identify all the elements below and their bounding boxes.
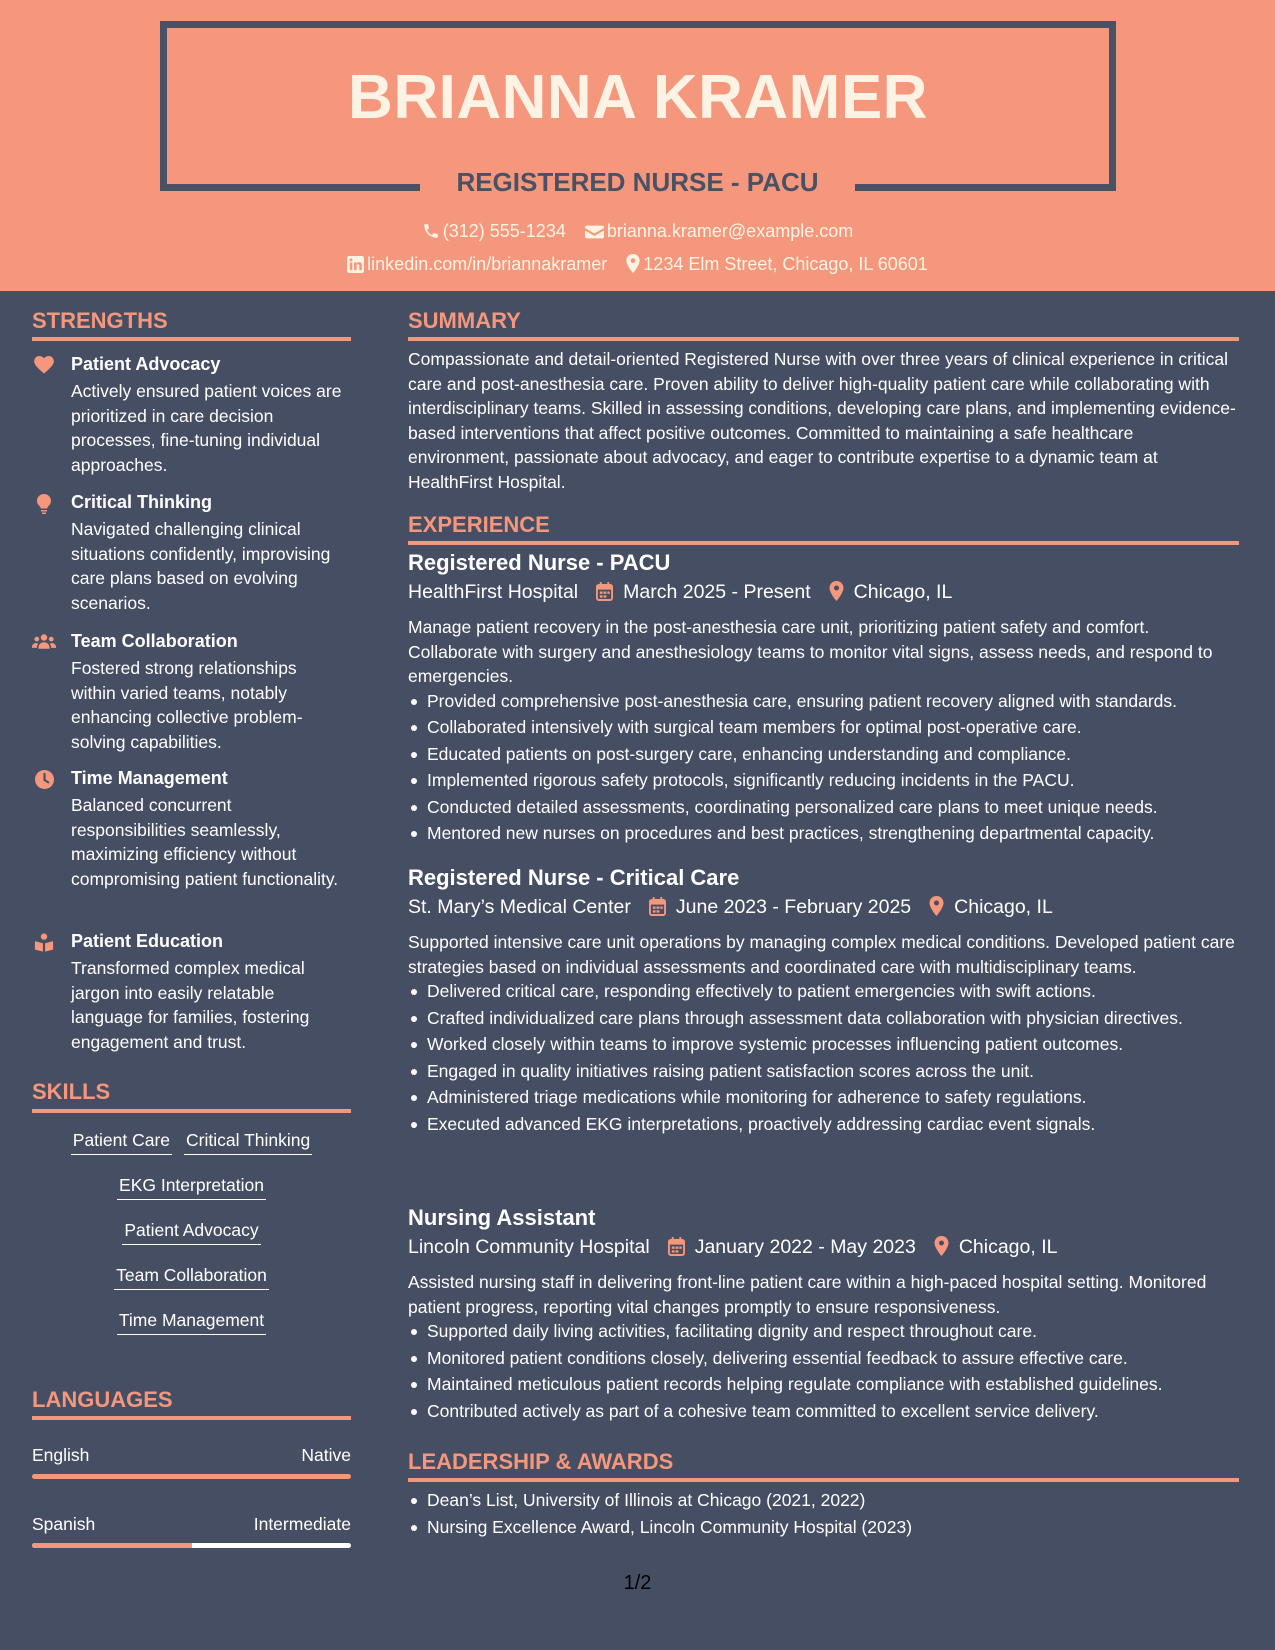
envelope-icon xyxy=(585,224,604,240)
strength-desc: Transformed complex medical jargon into easily relatable language for families, fostering engagement and trust. xyxy=(71,958,310,1052)
job-meta xyxy=(408,896,1240,930)
job-entry xyxy=(408,550,1240,846)
strength-desc: Fostered strong relationships within varied teams, notably enhancing collective problem-solving capabilities. xyxy=(71,658,303,752)
experience-rule xyxy=(408,541,1239,545)
job-bullet: Crafted individualized care plans through assessment data collaboration with physician directives. xyxy=(408,1006,1240,1031)
job-meta xyxy=(408,581,1240,615)
address-text: 1234 Elm Street, Chicago, IL 60601 xyxy=(643,253,928,274)
linkedin-text: linkedin.com/in/briannakramer xyxy=(367,253,608,274)
phone-text: (312) 555-1234 xyxy=(442,220,566,241)
linkedin-contact[interactable] xyxy=(347,254,607,275)
book-reader-icon xyxy=(32,933,56,953)
job-company: HealthFirst Hospital xyxy=(408,581,579,604)
job-bullet: Implemented rigorous safety protocols, significantly reducing incidents in the PACU. xyxy=(408,768,1240,793)
award-item: Nursing Excellence Award, Lincoln Community Hospital (2023) xyxy=(408,1515,1240,1540)
summary-heading: SUMMARY xyxy=(408,308,521,333)
skill-tag: Patient Care xyxy=(71,1130,172,1155)
strength-title: Time Management xyxy=(71,768,228,788)
job-role: Nursing Assistant xyxy=(408,1205,596,1230)
languages-heading: LANGUAGES xyxy=(32,1387,173,1412)
clock-icon xyxy=(32,770,56,790)
strength-title: Patient Education xyxy=(71,931,224,951)
job-meta xyxy=(408,1236,1240,1270)
job-bullet: Monitored patient conditions closely, delivering essential feedback to assure effective care. xyxy=(408,1346,1240,1371)
lightbulb-icon xyxy=(32,494,56,514)
job-location: Chicago, IL xyxy=(853,581,953,604)
job-entry xyxy=(408,1205,1240,1423)
job-location: Chicago, IL xyxy=(954,896,1053,919)
skill-tag: Team Collaboration xyxy=(114,1265,269,1290)
job-description: Manage patient recovery in the post-anesthesia care unit, prioritizing patient safety and comfort. Collaborate with surgery and anesthesiology teams to monitor vital signs, assess needs, and respond to emergencies. xyxy=(408,617,1213,686)
language-bar xyxy=(32,1543,351,1548)
language-name: Spanish xyxy=(32,1514,96,1534)
strength-title: Critical Thinking xyxy=(71,492,213,512)
job-bullet: Executed advanced EKG interpretations, proactively addressing cardiac event signals. xyxy=(408,1112,1240,1137)
job-bullet: Engaged in quality initiatives raising patient satisfaction scores across the unit. xyxy=(408,1059,1240,1084)
strengths-rule xyxy=(32,337,351,341)
contact-row-1 xyxy=(0,220,1275,242)
language-level: Native xyxy=(301,1445,351,1465)
job-location: Chicago, IL xyxy=(958,1236,1058,1259)
phone-icon xyxy=(422,222,440,240)
job-bullet: Collaborated intensively with surgical team members for optimal post-operative care. xyxy=(408,715,1240,740)
skills-rule xyxy=(32,1109,351,1113)
strength-desc: Balanced concurrent responsibilities seamlessly, maximizing efficiency without compromising patient functionality. xyxy=(71,795,339,889)
skill-tag: EKG Interpretation xyxy=(117,1175,266,1200)
languages-rule xyxy=(32,1416,351,1420)
map-pin-icon xyxy=(934,1236,949,1256)
job-bullet: Delivered critical care, responding effectively to patient emergencies with swift actions. xyxy=(408,979,1240,1004)
skills-row xyxy=(32,1220,351,1245)
calendar-icon xyxy=(668,1237,685,1256)
job-dates: March 2025 - Present xyxy=(623,581,811,604)
email-contact[interactable] xyxy=(585,221,853,242)
job-bullet: Maintained meticulous patient records helping regulate compliance with established guidelines. xyxy=(408,1372,1240,1397)
language-bar-fill xyxy=(32,1474,351,1479)
strength-desc: Navigated challenging clinical situations confidently, improvising care plans based on evolving scenarios. xyxy=(71,519,331,613)
users-icon xyxy=(32,633,56,653)
language-level: Intermediate xyxy=(253,1514,351,1534)
job-entry xyxy=(408,865,1240,1136)
job-bullet: Educated patients on post-surgery care, enhancing understanding and compliance. xyxy=(408,742,1240,767)
skills-row xyxy=(32,1175,351,1200)
experience-heading: EXPERIENCE xyxy=(408,512,550,537)
calendar-icon xyxy=(649,897,666,916)
skills-row xyxy=(32,1130,351,1155)
job-bullet: Conducted detailed assessments, coordinating personalized care plans to meet unique needs. xyxy=(408,795,1240,820)
phone-contact[interactable] xyxy=(422,221,566,242)
job-description: Supported intensive care unit operations by managing complex medical conditions. Developed patient care strategies based on individual assessments and coordinated care with multidisciplinary teams. xyxy=(408,932,1235,977)
job-dates: January 2022 - May 2023 xyxy=(694,1236,916,1259)
strengths-heading: STRENGTHS xyxy=(32,308,168,333)
language-bar xyxy=(32,1474,351,1479)
language-bar-fill xyxy=(32,1543,192,1548)
skills-row xyxy=(32,1310,351,1335)
map-pin-icon xyxy=(929,896,944,916)
candidate-title: REGISTERED NURSE - PACU xyxy=(456,167,819,197)
contact-row-2 xyxy=(0,253,1275,275)
skill-tag: Time Management xyxy=(117,1310,266,1335)
strength-title: Patient Advocacy xyxy=(71,354,221,374)
leadership-list xyxy=(408,1488,1240,1539)
summary-rule xyxy=(408,337,1239,341)
leadership-heading: LEADERSHIP & AWARDS xyxy=(408,1449,674,1474)
email-text: brianna.kramer@example.com xyxy=(606,220,854,241)
job-bullet: Administered triage medications while monitoring for adherence to safety regulations. xyxy=(408,1085,1240,1110)
map-pin-icon xyxy=(829,581,844,601)
job-description: Assisted nursing staff in delivering front-line patient care within a high-paced hospital setting. Monitored patient progress, reporting vital changes promptly to ensure responsiveness. xyxy=(408,1272,1207,1317)
job-company: St. Mary’s Medical Center xyxy=(408,896,631,919)
job-bullet: Contributed actively as part of a cohesive team committed to excellent service delivery. xyxy=(408,1399,1240,1424)
strength-title: Team Collaboration xyxy=(71,631,238,651)
job-bullet: Worked closely within teams to improve systemic processes influencing patient outcomes. xyxy=(408,1032,1240,1057)
summary-text: Compassionate and detail-oriented Registered Nurse with over three years of clinical experience in critical care and post-anesthesia care. Proven ability to deliver high-quality patient care while collaborating with interdisciplinary teams. Skilled in assessing conditions, developing care plans, and implementing evidence-based interventions that affect positive outcomes. Committed to maintaining a safe healthcare environment, passionate about advocacy, and eager to contribute expertise to a dynamic team at HealthFirst Hospital. xyxy=(408,349,1236,492)
job-role: Registered Nurse - PACU xyxy=(408,550,671,575)
skills-row xyxy=(32,1265,351,1290)
address-contact xyxy=(626,254,928,275)
job-dates: June 2023 - February 2025 xyxy=(675,896,912,919)
page-number: 1/2 xyxy=(623,1572,652,1594)
job-company: Lincoln Community Hospital xyxy=(408,1236,650,1259)
leadership-rule xyxy=(408,1478,1239,1482)
resume-header xyxy=(0,0,1275,291)
candidate-name: BRIANNA KRAMER xyxy=(348,63,928,132)
language-name: English xyxy=(32,1445,90,1465)
job-bullet: Mentored new nurses on procedures and best practices, strengthening departmental capacity. xyxy=(408,821,1240,846)
skills-heading: SKILLS xyxy=(32,1079,111,1104)
calendar-icon xyxy=(596,582,613,601)
job-role: Registered Nurse - Critical Care xyxy=(408,865,740,890)
job-bullet: Provided comprehensive post-anesthesia care, ensuring patient recovery aligned with standards. xyxy=(408,689,1240,714)
linkedin-icon xyxy=(347,256,364,273)
skill-tag: Critical Thinking xyxy=(184,1130,312,1155)
map-pin-icon xyxy=(626,254,640,273)
heart-icon xyxy=(32,356,56,376)
job-bullet: Supported daily living activities, facilitating dignity and respect throughout care. xyxy=(408,1319,1240,1344)
skill-tag: Patient Advocacy xyxy=(122,1220,260,1245)
award-item: Dean’s List, University of Illinois at Chicago (2021, 2022) xyxy=(408,1488,1240,1513)
strength-desc: Actively ensured patient voices are prioritized in care decision processes, fine-tuning individual approaches. xyxy=(71,381,342,475)
